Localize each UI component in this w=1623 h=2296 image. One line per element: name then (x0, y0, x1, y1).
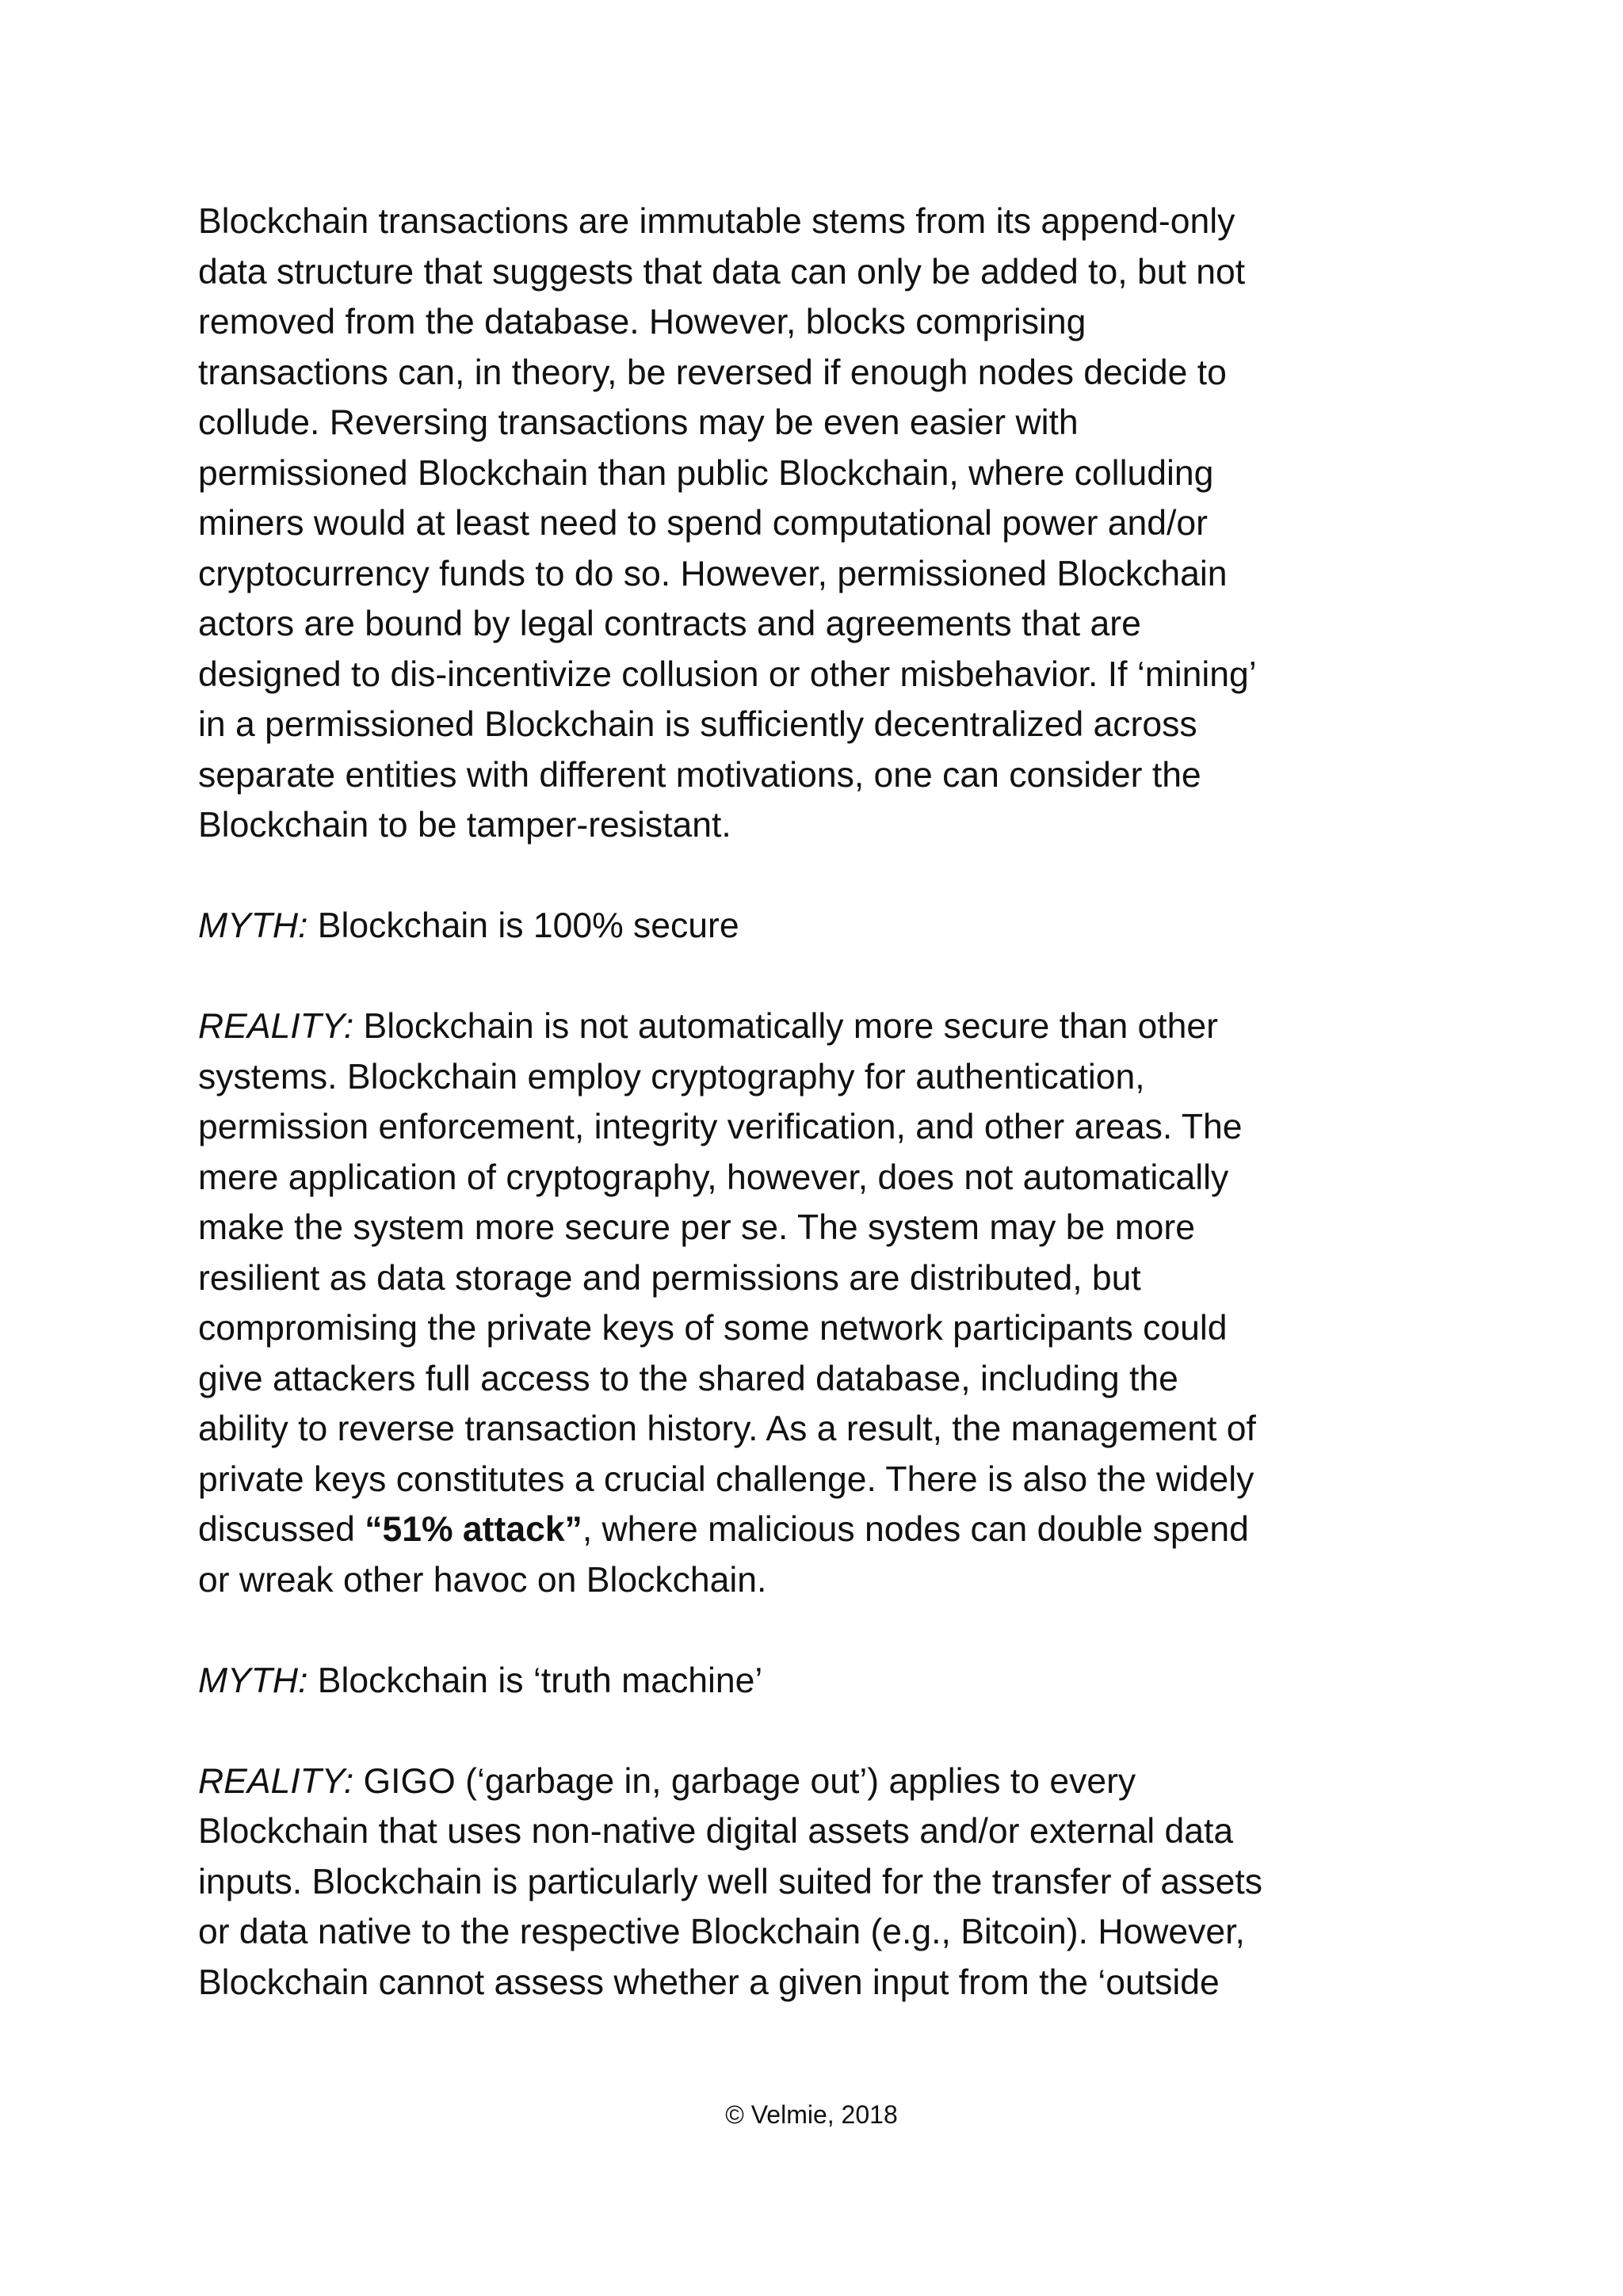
intro-line: designed to dis-incentivize collusion or other misbehavior. If ‘mining’ (198, 654, 1257, 694)
reality-line: or data native to the respective Blockchain (e.g., Bitcoin). However, (198, 1913, 1245, 1951)
reality-text-before: discussed (198, 1510, 365, 1549)
intro-paragraph (198, 196, 1458, 851)
reality-line: ability to reverse transaction history. As a result, the management of (198, 1409, 1256, 1448)
reality-line: mere application of cryptography, however, does not automatically (198, 1158, 1229, 1197)
reality-label: REALITY: (198, 1761, 354, 1801)
reality-label: REALITY: (198, 1007, 354, 1046)
document-body (198, 196, 1458, 2008)
intro-line: transactions can, in theory, be reversed if enough nodes decide to (198, 353, 1227, 392)
reality-line: or wreak other havoc on Blockchain. (198, 1560, 767, 1600)
myth-label: MYTH: (198, 1661, 308, 1700)
myth-statement-2 (198, 1656, 1458, 1707)
reality-first-line (198, 1001, 1458, 1052)
intro-line: permissioned Blockchain than public Blockchain, where colluding (198, 453, 1214, 493)
reality-line: private keys constitutes a crucial challenge. There is also the widely (198, 1459, 1254, 1499)
reality-line: resilient as data storage and permissions are distributed, but (198, 1258, 1141, 1298)
intro-line: actors are bound by legal contracts and agreements that are (198, 605, 1141, 643)
intro-line: removed from the database. However, blocks comprising (198, 303, 1086, 341)
reality-line-with-emphasis (198, 1505, 1458, 1555)
myth-text: Blockchain is ‘truth machine’ (307, 1661, 763, 1700)
reality-line: systems. Blockchain employ cryptography for authentication, (198, 1057, 1145, 1097)
intro-line: miners would at least need to spend computational power and/or (198, 504, 1208, 543)
intro-line: in a permissioned Blockchain is sufficiently decentralized across (198, 705, 1197, 744)
reality-line: give attackers full access to the shared database, including the (198, 1359, 1178, 1398)
reality-line: Blockchain cannot assess whether a given input from the ‘outside (198, 1962, 1220, 2002)
reality-text: GIGO (‘garbage in, garbage out’) applies to every (353, 1761, 1136, 1801)
reality-line: make the system more secure per se. The system may be more (198, 1208, 1195, 1247)
myth-text: Blockchain is 100% secure (307, 906, 739, 945)
intro-line: collude. Reversing transactions may be even easier with (198, 403, 1079, 442)
intro-line: Blockchain transactions are immutable stems from its append-only (198, 202, 1235, 241)
myth-label: MYTH: (198, 906, 308, 945)
reality-first-line (198, 1756, 1458, 1807)
reality-line: permission enforcement, integrity verification, and other areas. The (198, 1108, 1243, 1146)
attack-emphasis: “51% attack” (365, 1510, 582, 1549)
reality-text-after: , where malicious nodes can double spend (582, 1510, 1249, 1549)
reality-line: Blockchain that uses non-native digital assets and/or external data (198, 1812, 1234, 1851)
copyright-footer: © Velmie, 2018 (725, 2100, 898, 2129)
reality-paragraph-2 (198, 1756, 1458, 2008)
intro-line: cryptocurrency funds to do so. However, permissioned Blockchain (198, 554, 1228, 593)
myth-statement-1 (198, 901, 1458, 952)
intro-line: separate entities with different motivations, one can consider the (198, 755, 1201, 795)
reality-text: Blockchain is not automatically more secure than other (353, 1007, 1218, 1046)
reality-paragraph-1 (198, 1001, 1458, 1605)
reality-line: compromising the private keys of some network participants could (198, 1309, 1228, 1348)
intro-line: Blockchain to be tamper-resistant. (198, 806, 731, 845)
reality-line: inputs. Blockchain is particularly well suited for the transfer of assets (198, 1862, 1263, 1901)
intro-line: data structure that suggests that data can only be added to, but not (198, 252, 1246, 292)
